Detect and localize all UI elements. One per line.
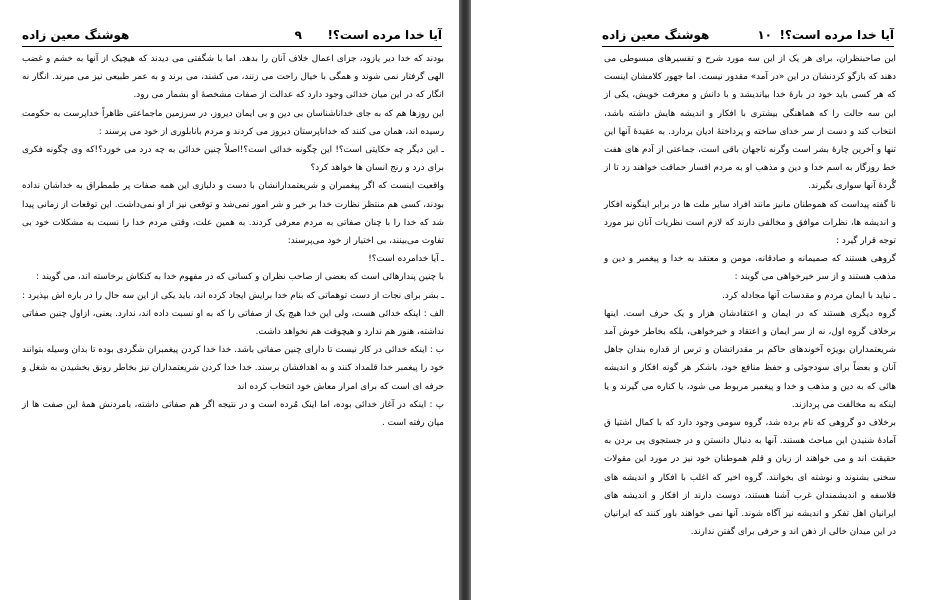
right-page-author: هوشنگ معین زاده (602, 28, 710, 42)
left-page-number: ۹ (294, 28, 302, 42)
left-paragraph-4: واقعیت اینست که اگر پیغمبران و شریعتمدارانشان با دست و دلبازی این همه صفات پر طمطراق به خداشان نداده بودند، کسی هم منتظر نظارت خدا بر خیر و شر امور نمی‌شد و توقعی نیز از او نمی‌داشت. این توقعات از زمانی پیدا شد که خدا را با چنان صفاتی به مردم معرفی کردند. به همین علت، وقتی مردم خدا را نسبت به مشکلات خود بی تفاوت می‌بینند، بی اختیار از خود می‌پرسند: (22, 181, 444, 247)
left-page (0, 0, 459, 600)
right-page-body (604, 50, 896, 541)
right-paragraph-6: برخلاف دو گروهی که نام برده شد، گروه سومی وجود دارد که با کمال اشتیا ق آمادهٔ شنیدن این مباحث هستند. آنها به دنبال دانستن و در جستجوی پی بردن به حقیقت اند و می خواهند از زبان و قلم هموطنان خود نیز در مورد این مقولات سخنی بشنوند و نوشته ای بخوانند. گروه اخیر که اغلب با افکار و اندیشه های فلاسفه و اندیشمندان غرب آشنا هستند، دوست دارند از افکار و اندیشه های ایرانیان اهل تفکر و اندیشه نیز آگاه شوند. آنها نمی خواهند باور کنند که ایرانیان در این میدان خالی از ذهن اند و حرفی برای گفتن ندارند. (604, 418, 896, 538)
left-paragraph-8: الف : اینکه خدائی هست، ولی این خدا هیچ یک از صفاتی را که به او نسبت داده اند، ندارد. یعنی، ازاول چنین صفاتی نداشته، هنوز هم ندارد و هیچوقت هم نخواهد داشت. (22, 308, 444, 338)
left-paragraph-1: بودند که خدا دیر یازود، جزای اعمال خلاف آنان را بدهد. اما با شگفتی می دیدند که هیچیک از آنها به خشم و غضب الهی گرفتار نمی شوند و همگی با خیال راحت می زنند، می کشند، می برند و به عمر طبیعی نیز می میرند. انگار نه انگار که در این میان خدائی وجود دارد که عدالت از صفات مشخصهٔ او بشمار می رود. (22, 54, 444, 101)
left-paragraph-10: پ : اینکه در آغاز خدائی بوده، اما اینک مُرده است و در نتیجه اگر هم صفاتی داشته، بامردنش همهٔ این صفت ها از میان رفته است . (22, 399, 444, 429)
right-paragraph-2: نا گفته پیداست که هموطنان مانیز مانند افراد سایر ملت ها در برابر اینگونه افکار و اندیشه ها، نظرات موافق و مخالفی دارند که لازم است نظریات آنان نیز مورد توجه قرار گیرد : (604, 199, 896, 247)
left-paragraph-5: ـ آیا خدامرده است؟! (368, 254, 444, 265)
left-page-author: هوشنگ معین زاده (22, 28, 130, 42)
left-paragraph-9: ب : اینکه خدائی در کار نیست تا دارای چنین صفاتی باشد. خدا خدا کردن پیغمبران شگردی بوده تا بدان وسیله بتوانند خود را پیغمبر خدا قلمداد کنند و به اهدافشان برسند. خدا خدا کردن شریعتمداران نیز بخاطر رونق بخشیدن به شغل و حرفه ای است که برای امرار معاش خود انتخاب کرده اند (22, 345, 444, 392)
left-paragraph-2: این روزها هم که به جای خداناشناسان بی دین و بی ایمان دیروز، در سرزمین ماجماعتی ظاهراً خداپرست به حکومت رسیده اند، همان می کنند که خداناپرستان دیروز می کردند و مردم بانابلوری از خود می پرسند : (22, 108, 444, 137)
left-page-body (22, 50, 444, 432)
right-page-header (602, 28, 894, 47)
right-page-number: ۱۰ (757, 28, 772, 42)
right-page (471, 0, 939, 600)
right-page-running-title: آیا خدا مرده است؟! (779, 28, 894, 42)
right-paragraph-5: گروه دیگری هستند که در ایمان و اعتقادشان هزار و یک حرف است. اینها برخلاف گروه اول، نه از سر ایمان و اعتقاد و خیرخواهی، بلکه بخاطر خوش آمد شریعتمداران بویژه آخوندهای حاکم بر مقدراتشان و ترس از قداره بندان جاهل آنان و بعضاً برای سودجوئی و حفظ منافع خود، باشکر هر گونه افکار و اندیشه هائی که به دین و مذهب و خدا و پیغمبر مربوط می شود، یا کناره می گیرند و یا اینکه به مخالفت می پردازند. (604, 308, 896, 410)
left-page-header (22, 28, 442, 47)
right-paragraph-4: ـ نباید با ایمان مردم و مقدسات آنها مجادله کرد. (722, 290, 896, 301)
left-paragraph-6: با چنین پندارهائی است که بعضی از صاحب نظران و کسانی که در مفهوم خدا به کنکاش برخاسته اند، می گویند : (36, 272, 444, 283)
left-page-running-title: آیا خدا مرده است؟! (327, 28, 442, 42)
right-paragraph-3: گروهی هستند که صمیمانه و صادقانه، مومن و معتقد به خدا و پیغمبر و دین و مذهب هستند و از سر خیرخواهی می گویند : (604, 254, 896, 283)
right-paragraph-1: این صاحبنظران، برای هر یک از این سه مورد شرح و تفسیرهای مبسوطی می دهند که بازگو کردنشان در این «در آمد» مقدور نیست. اما جهور کلامشان اینست که هر کسی باید خود در بارهٔ خدا بیاندیشد و با دانش و معرفت خویش، یکی از این سه حالت را که هماهنگی بیشتری با افکار و اندیشه هایش داشته باشد، انتخاب کند و دست از سر خدای ساخته و پرداختهٔ ادیان بردارد. به عقیدهٔ آنها این تنها و آخرین چارهٔ بشر است وگرنه تاجهان باقی است، جماعتی از آدم های هفت خط روزگار به اسم خدا و دین و مذهب او به مردم افسار حماقت خواهند زد تا از گُردهٔ آنها سواری بگیرند. (604, 54, 896, 192)
left-paragraph-7: ـ بشر برای نجات از دست توهماتی که بنام خدا برایش ایجاد کرده اند، باید یکی از این سه حال را در باره اش بپذیرد : (22, 290, 444, 301)
book-gutter (459, 0, 471, 600)
left-paragraph-3: ـ این دیگر چه حکایتی است؟! این چگونه خدائی است؟!اصلاً چنین خدائی به چه درد می خورد؟!که وی چگونه فکری برای درد و رنج انسان ها خواهد کرد؟ (22, 145, 444, 174)
